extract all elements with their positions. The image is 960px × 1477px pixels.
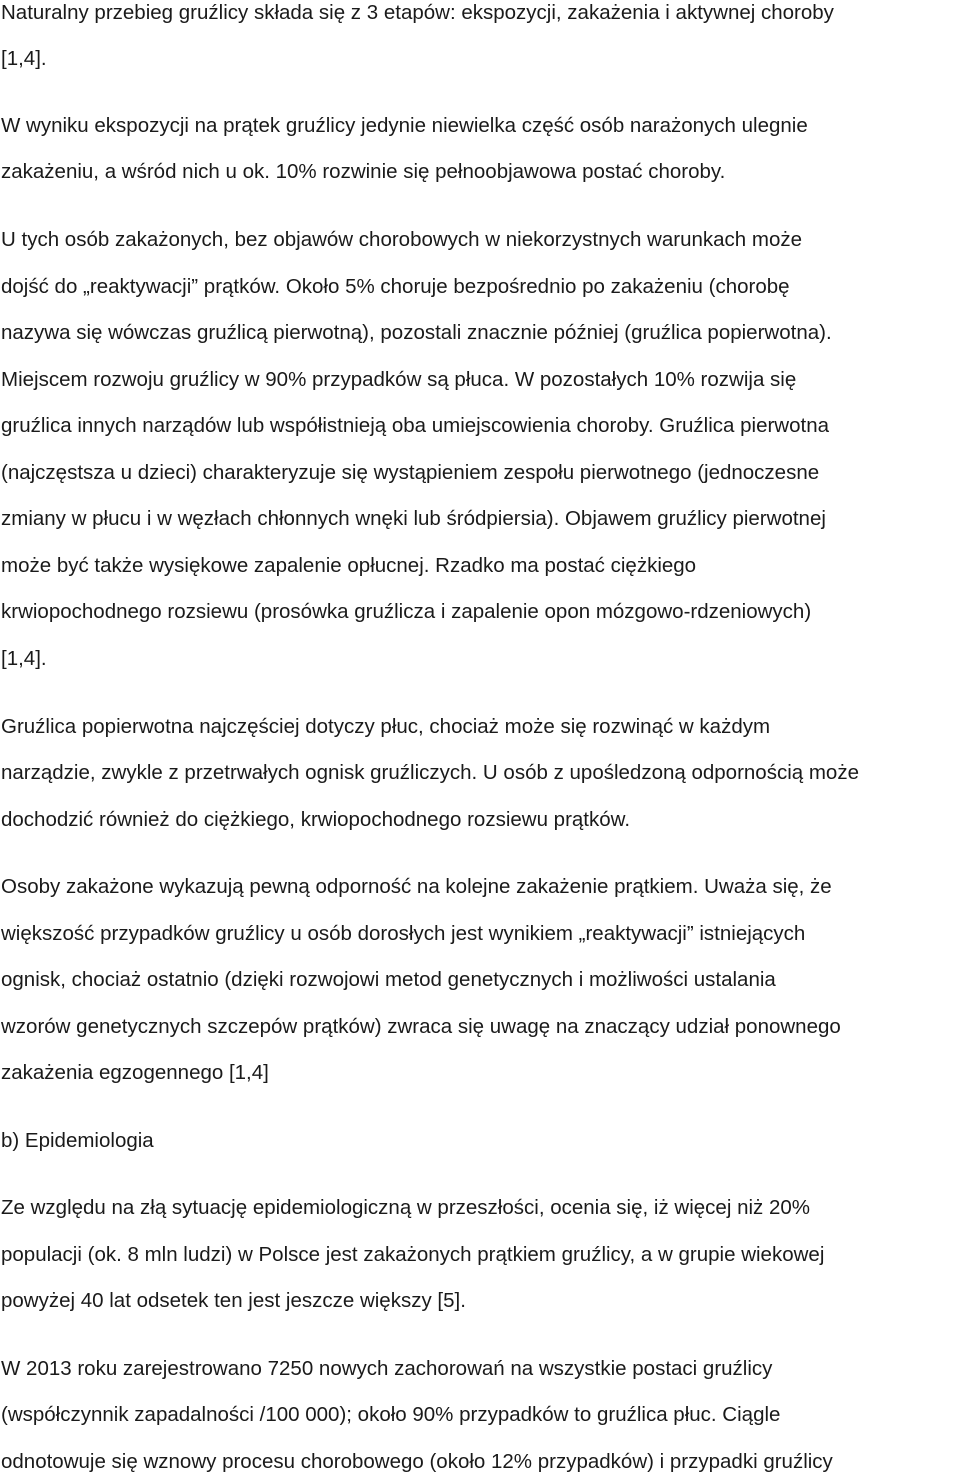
text-line: Ze względu na złą sytuację epidemiologiczną w przeszłości, ocenia się, iż więcej niż 20% bbox=[1, 1196, 810, 1219]
text-line: ognisk, chociaż ostatnio (dzięki rozwojowi metod genetycznych i możliwości ustalania bbox=[1, 968, 776, 991]
text-line: gruźlica innych narządów lub współistnieją oba umiejscowienia choroby. Gruźlica pierwotna bbox=[1, 414, 830, 437]
text-line: [1,4]. bbox=[1, 47, 47, 70]
text-line: U tych osób zakażonych, bez objawów chorobowych w niekorzystnych warunkach może bbox=[1, 228, 803, 251]
text-line: (najczęstsza u dzieci) charakteryzuje się wystąpieniem zespołu pierwotnego (jednoczesne bbox=[1, 461, 820, 484]
text-line: [1,4]. bbox=[1, 647, 47, 670]
text-line: Miejscem rozwoju gruźlicy w 90% przypadków są płuca. W pozostałych 10% rozwija się bbox=[1, 368, 797, 391]
text-line: odnotowuje się wznowy procesu chorobowego (około 12% przypadków) i przypadki gruźlicy bbox=[1, 1450, 833, 1473]
text-line: krwiopochodnego rozsiewu (prosówka gruźlicza i zapalenie opon mózgowo-rdzeniowych) bbox=[1, 600, 812, 623]
text-line: zakażenia egzogennego [1,4] bbox=[1, 1061, 269, 1084]
text-line: Gruźlica popierwotna najczęściej dotyczy płuc, chociaż może się rozwinąć w każdym bbox=[1, 715, 771, 738]
text-line: populacji (ok. 8 mln ludzi) w Polsce jest zakażonych prątkiem gruźlicy, a w grupie wiekowej bbox=[1, 1243, 825, 1266]
text-line: nazywa się wówczas gruźlicą pierwotną), pozostali znacznie później (gruźlica popierwotna). bbox=[1, 321, 832, 344]
text-line: większość przypadków gruźlicy u osób dorosłych jest wynikiem „reaktywacji” istniejących bbox=[1, 922, 806, 945]
text-line: zakażeniu, a wśród nich u ok. 10% rozwinie się pełnoobjawowa postać choroby. bbox=[1, 160, 726, 183]
section-heading: b) Epidemiologia bbox=[1, 1129, 154, 1152]
text-line: dojść do „reaktywacji” prątków. Około 5% choruje bezpośrednio po zakażeniu (chorobę bbox=[1, 275, 790, 298]
text-line: narządzie, zwykle z przetrwałych ognisk gruźliczych. U osób z upośledzoną odpornością może bbox=[1, 761, 859, 784]
text-line: Naturalny przebieg gruźlicy składa się z 3 etapów: ekspozycji, zakażenia i aktywnej choroby bbox=[1, 1, 834, 24]
text-line: powyżej 40 lat odsetek ten jest jeszcze większy [5]. bbox=[1, 1289, 466, 1312]
text-line: W 2013 roku zarejestrowano 7250 nowych zachorowań na wszystkie postaci gruźlicy bbox=[1, 1357, 773, 1380]
text-line: wzorów genetycznych szczepów prątków) zwraca się uwagę na znaczący udział ponownego bbox=[1, 1015, 841, 1038]
text-line: Osoby zakażone wykazują pewną odporność na kolejne zakażenie prątkiem. Uważa się, że bbox=[1, 875, 832, 898]
text-line: zmiany w płucu i w węzłach chłonnych wnęki lub śródpiersia). Objawem gruźlicy pierwotnej bbox=[1, 507, 826, 530]
text-line: może być także wysiękowe zapalenie opłucnej. Rzadko ma postać ciężkiego bbox=[1, 554, 697, 577]
text-line: dochodzić również do ciężkiego, krwiopochodnego rozsiewu prątków. bbox=[1, 808, 631, 831]
text-line: (współczynnik zapadalności /100 000); około 90% przypadków to gruźlica płuc. Ciągle bbox=[1, 1403, 781, 1426]
text-line: W wyniku ekspozycji na prątek gruźlicy jedynie niewielka część osób narażonych ulegnie bbox=[1, 114, 808, 137]
